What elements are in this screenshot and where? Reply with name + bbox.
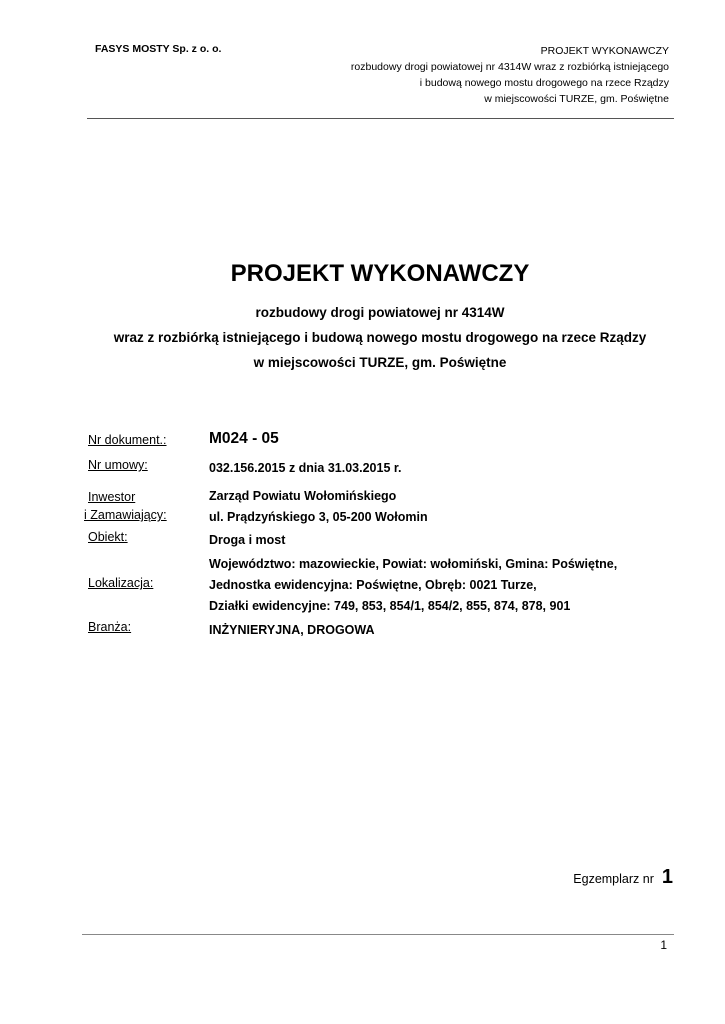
subtitle-line-2: wraz z rozbiórką istniejącego i budową nowego mostu drogowego na rzece Rządzy	[113, 330, 647, 345]
page-subtitle	[0, 300, 725, 375]
investor-label-line-2: i Zamawiający:	[84, 508, 167, 522]
page-title: PROJEKT WYKONAWCZY	[230, 260, 530, 287]
copy-number-value: 1	[661, 866, 673, 888]
header-line-3: w miejscowości TURZE, gm. Poświętne	[484, 93, 669, 105]
header-project-info	[351, 43, 669, 107]
location-value-line-3: Działki ewidencyjne: 749, 853, 854/1, 854/2, 855, 874, 878, 901	[209, 599, 571, 613]
detail-row-contract	[88, 458, 688, 486]
investor-label-line-1: Inwestor	[88, 490, 136, 504]
contract-number-label: Nr umowy:	[88, 458, 148, 472]
object-value: Droga i most	[209, 533, 286, 547]
location-label: Lokalizacja:	[88, 576, 154, 590]
object-label: Obiekt:	[88, 530, 128, 544]
subtitle-line-3: w miejscowości TURZE, gm. Poświętne	[253, 355, 507, 370]
header-company: FASYS MOSTY Sp. z o. o.	[95, 43, 222, 55]
detail-row-location	[88, 554, 688, 620]
header-divider	[87, 118, 674, 119]
header-line-2: i budową nowego mostu drogowego na rzece Rządzy	[419, 77, 669, 89]
location-value-line-2: Jednostka ewidencyjna: Poświętne, Obręb: 0021 Turze,	[209, 578, 537, 592]
investor-value	[209, 486, 428, 530]
branch-value: INŻYNIERYJNA, DROGOWA	[209, 623, 375, 637]
document-details	[84, 428, 688, 644]
document-number-label: Nr dokument.:	[88, 433, 167, 447]
detail-row-branch	[88, 620, 688, 644]
header-line-1: rozbudowy drogi powiatowej nr 4314W wraz z rozbiórką istniejącego	[350, 61, 669, 73]
branch-label: Branża:	[88, 620, 132, 634]
document-number-value: M024 - 05	[209, 430, 279, 447]
location-value	[209, 554, 617, 620]
contract-number-value: 032.156.2015 z dnia 31.03.2015 r.	[209, 461, 402, 475]
detail-row-investor	[84, 486, 688, 530]
subtitle-line-1: rozbudowy drogi powiatowej nr 4314W	[255, 305, 505, 320]
location-value-line-1: Województwo: mazowieckie, Powiat: wołomiński, Gmina: Poświętne,	[209, 557, 618, 571]
investor-label	[84, 486, 209, 530]
detail-row-object	[88, 530, 688, 554]
header-doc-type: PROJEKT WYKONAWCZY	[540, 45, 669, 57]
investor-value-line-1: Zarząd Powiatu Wołomińskiego	[209, 489, 397, 503]
footer-divider	[82, 934, 674, 935]
page-number: 1	[660, 938, 667, 952]
detail-row-document	[88, 428, 688, 458]
copy-number	[573, 866, 673, 889]
investor-value-line-2: ul. Prądzyńskiego 3, 05-200 Wołomin	[209, 510, 428, 524]
copy-number-label: Egzemplarz nr	[573, 872, 654, 886]
